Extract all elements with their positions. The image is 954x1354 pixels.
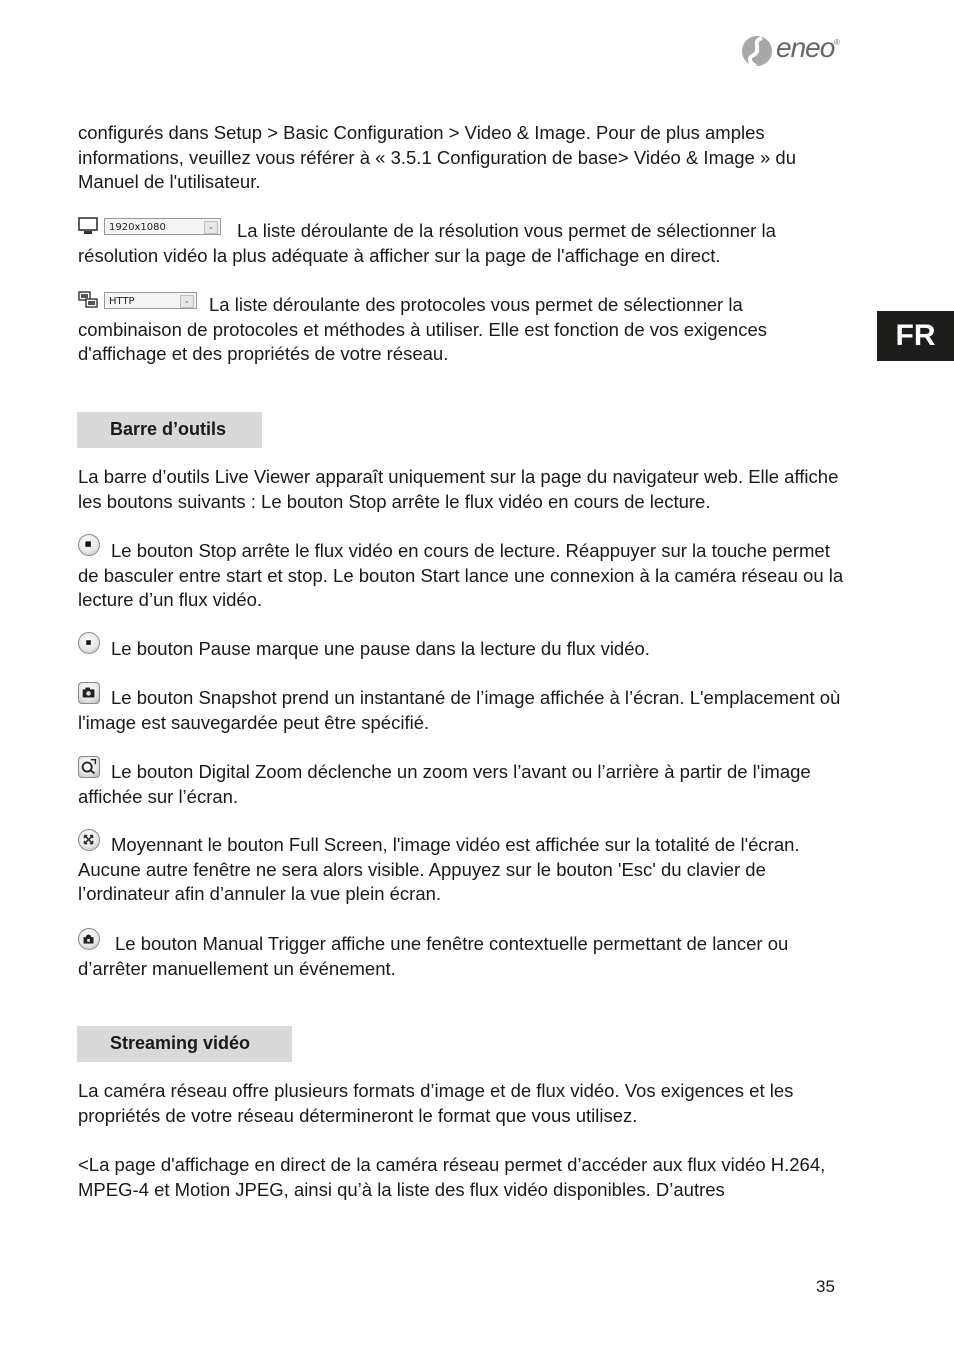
registered-mark: ® <box>834 38 840 47</box>
resolution-value: 1920x1080 <box>109 221 166 233</box>
streaming-intro-paragraph: La caméra réseau offre plusieurs formats d’image et de flux vidéo. Vos exigences et les propriétés de votre réseau détermineront le format que vous utilisez. <box>78 1080 794 1126</box>
pause-paragraph: Le bouton Pause marque une pause dans la lecture du flux vidéo. <box>111 638 650 659</box>
resolution-paragraph: La liste déroulante de la résolution vous permet de sélectionner la résolution vidéo la plus adéquate à afficher sur la page de l'affichage en direct. <box>78 220 776 266</box>
intro-paragraph: configurés dans Setup > Basic Configuration > Video & Image. Pour de plus amples informations, veuillez vous référer à « 3.5.1 Configuration de base> Vidéo & Image » du Manuel de l'utilisateur. <box>78 122 796 192</box>
trigger-paragraph: Le bouton Manual Trigger affiche une fenêtre contextuelle permettant de lancer ou d’arrêter manuellement un événement. <box>78 933 789 979</box>
toolbar-intro-paragraph: La barre d’outils Live Viewer apparaît uniquement sur la page du navigateur web. Elle affiche les boutons suivants : Le bouton Stop arrête le flux vidéo en cours de lecture. <box>78 466 839 512</box>
chevron-down-icon: ⌄ <box>180 295 194 308</box>
stop-paragraph: Le bouton Stop arrête le flux vidéo en cours de lecture. Réappuyer sur la touche permet de basculer entre start et stop. Le bouton Start lance une connexion à la caméra réseau ou la lecture d’un flux vidéo. <box>78 540 844 610</box>
fullscreen-paragraph: Moyennant le bouton Full Screen, l'image vidéo est affichée sur la totalité de l'écran. Aucune autre fenêtre ne sera alors visible. Appuyez sur le bouton 'Esc' du clavier de l’ordinateur afin d’annuler la vue plein écran. <box>78 834 800 904</box>
protocol-value: HTTP <box>109 295 135 307</box>
eneo-logo-icon <box>740 32 774 70</box>
protocol-paragraph: La liste déroulante des protocoles vous permet de sélectionner la combinaison de protocoles et méthodes à utiliser. Elle est fonction de vos exigences d'affichage et des propriétés de votre réseau. <box>78 294 768 364</box>
brand-logo <box>740 30 840 72</box>
section-heading-streaming: Streaming vidéo <box>77 1026 292 1062</box>
streaming-detail-paragraph: <La page d'affichage en direct de la caméra réseau permet d’accéder aux flux vidéo H.264, MPEG-4 et Motion JPEG, ainsi qu’à la liste des flux vidéo disponibles. D’autres <box>78 1154 826 1200</box>
language-tab: FR <box>877 311 954 361</box>
zoom-paragraph: Le bouton Digital Zoom déclenche un zoom vers l’avant ou l’arrière à partir de l'image affichée sur l’écran. <box>78 761 811 807</box>
snapshot-paragraph: Le bouton Snapshot prend un instantané de l’image affichée à l’écran. L'emplacement où l'image est sauvegardée peut être spécifié. <box>78 687 841 733</box>
chevron-down-icon: ⌄ <box>204 221 218 234</box>
section-heading-toolbar: Barre d’outils <box>77 412 262 448</box>
page-number: 35 <box>816 1277 835 1296</box>
brand-name: eneo <box>776 32 835 63</box>
